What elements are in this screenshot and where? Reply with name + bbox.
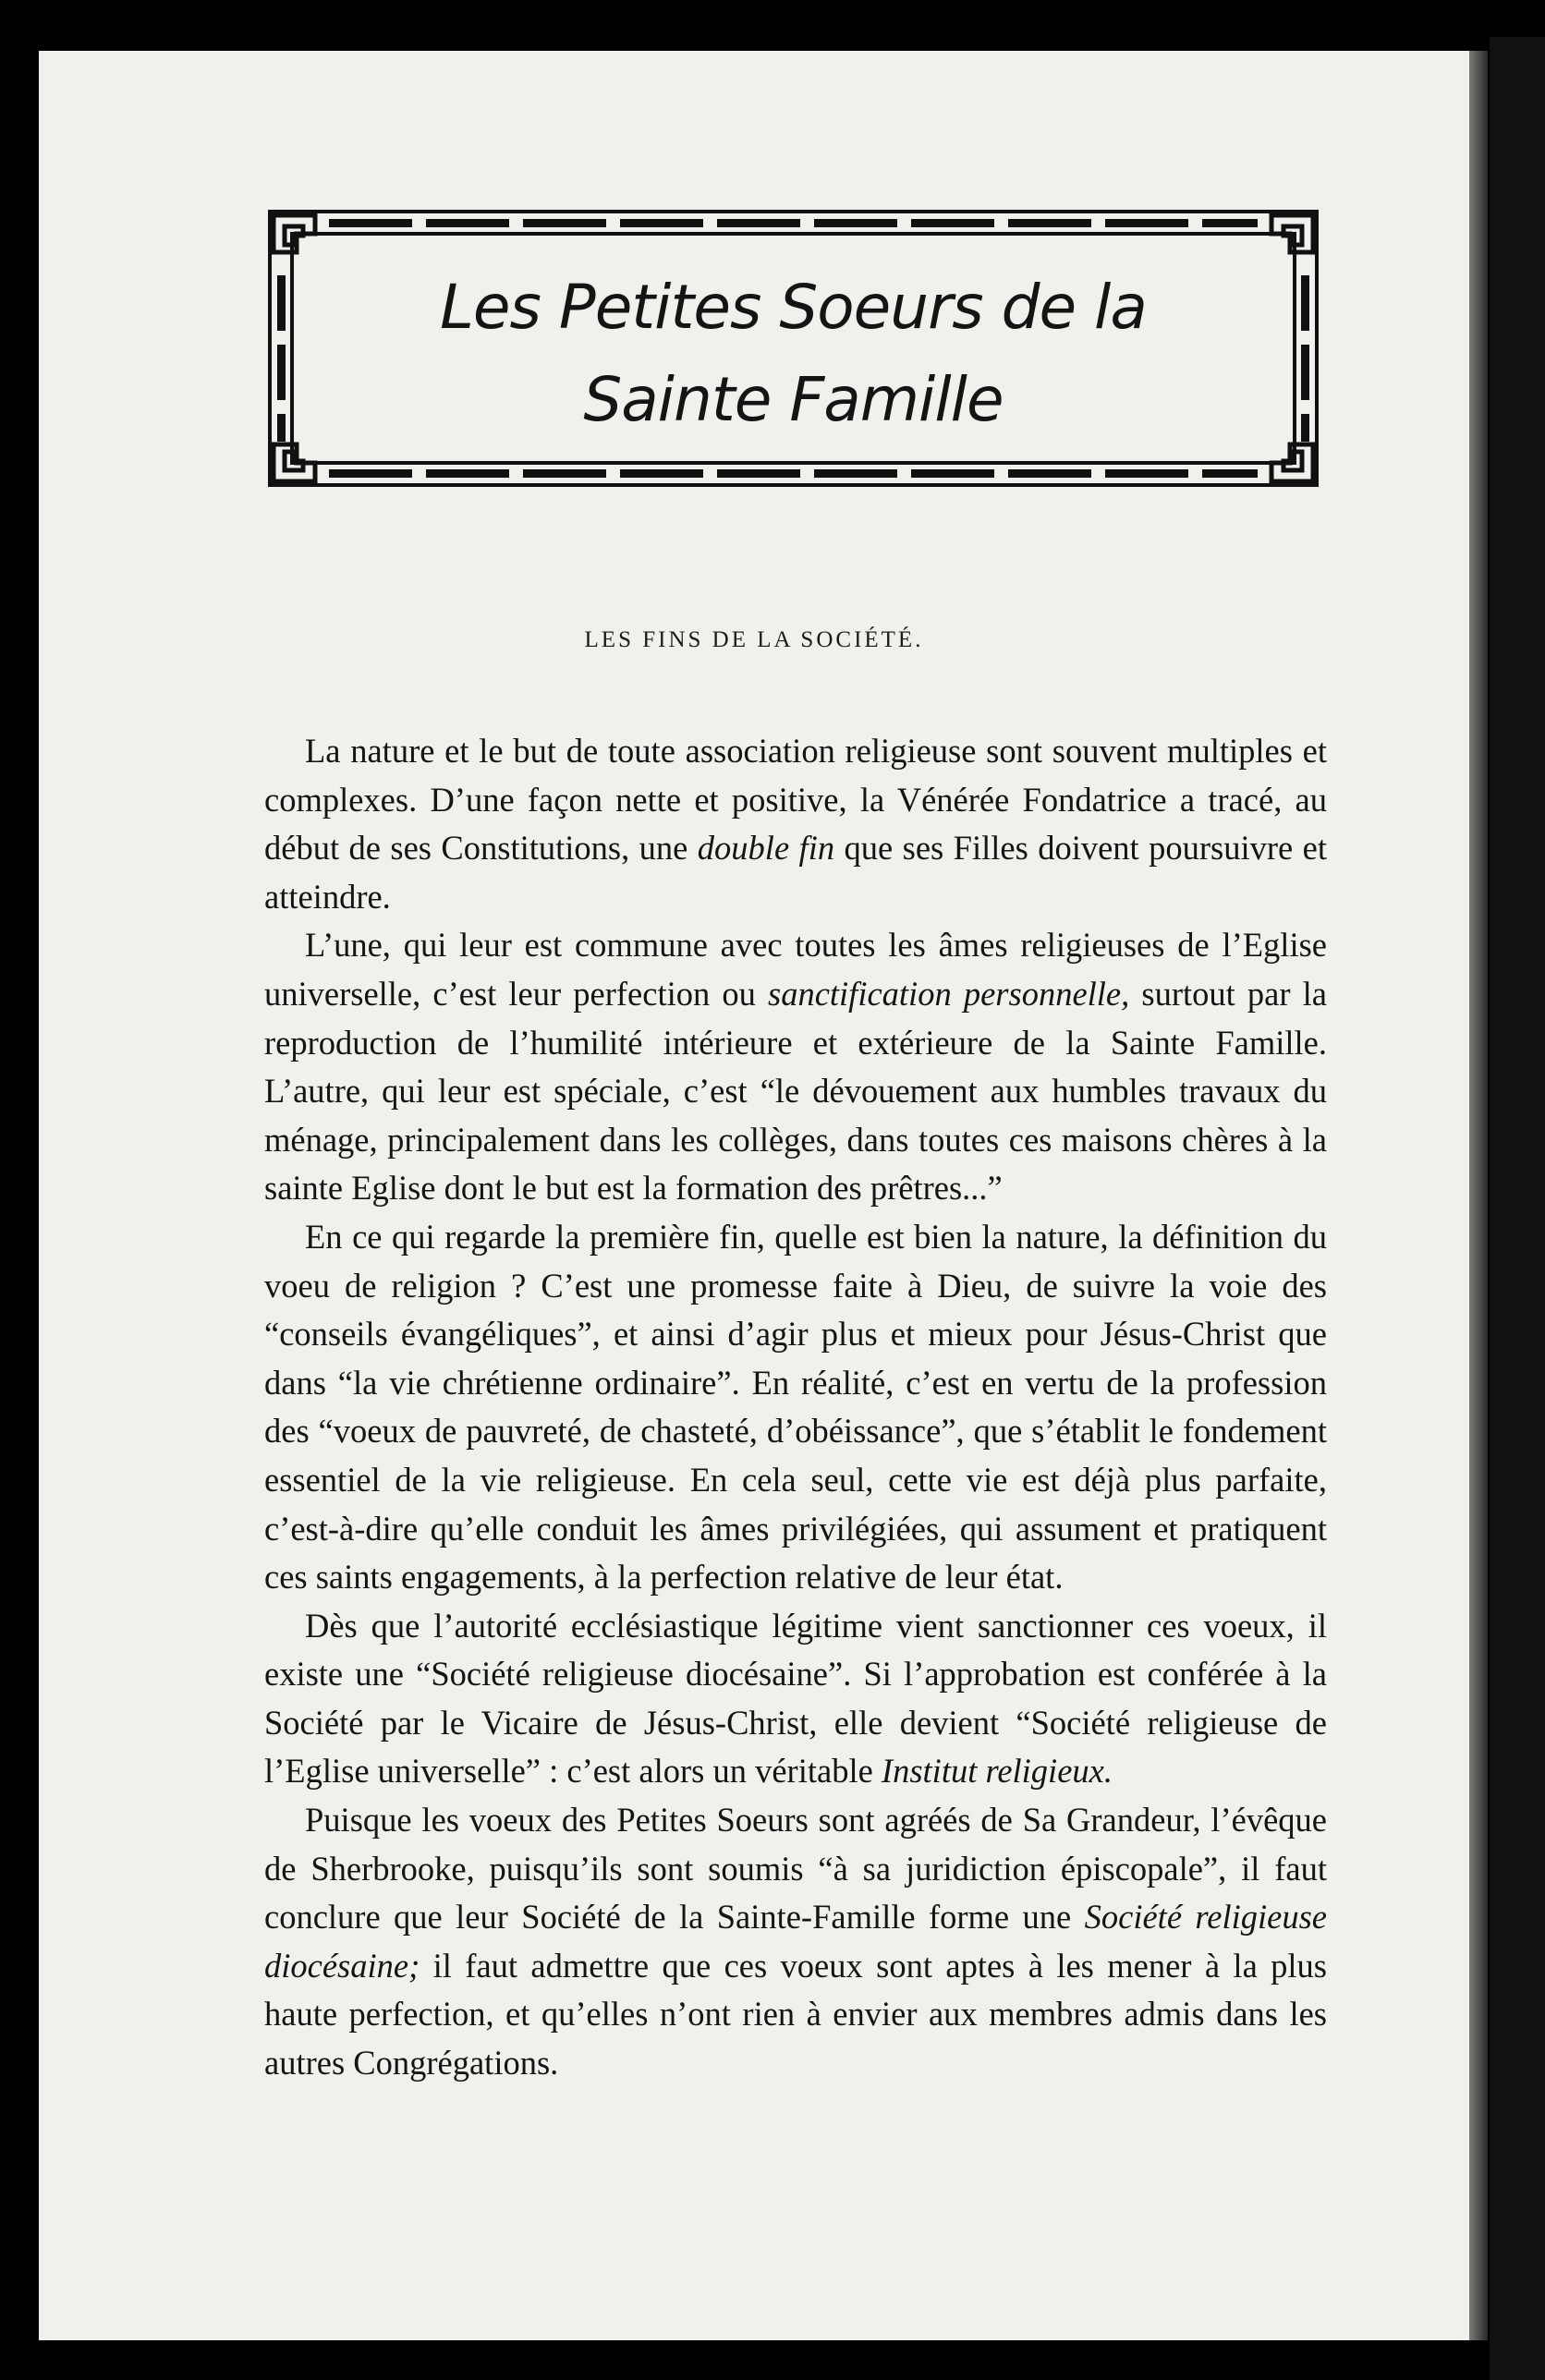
paragraph-5-segment-1: Puisque les voeux des Petites Soeurs sont agréés de Sa Grandeur, l’évêque de Sherbrooke, puisqu’ils sont soumis “à sa juridiction épiscopale”, il faut conclure que leur Société de la Sainte-Famille forme une: [264, 1801, 1327, 1937]
paragraph-5-segment-3: il faut admettre que ces voeux sont aptes à les mener à la plus haute perfection, et qu’elles n’ont rien à envier aux membres admis dans les autres Congrégations.: [264, 1946, 1327, 2082]
title-line-1: Les Petites Soeurs de la: [440, 272, 1147, 343]
scan-right-edge: [1490, 37, 1545, 2380]
paragraph-4: [264, 1602, 1327, 1796]
paragraph-4-segment-1: Dès que l’autorité ecclésiastique légitime vient sanctionner ces voeux, il existe une “Société religieuse diocésaine”. Si l’approbation est conférée à la Société par le Vicaire de Jésus-Christ, elle devient “Société religieuse de l’Eglise universelle” : c’est alors un véritable: [264, 1606, 1327, 1791]
paragraph-2: [264, 921, 1327, 1213]
book-page: [39, 51, 1469, 2340]
paragraph-1-segment-1: La nature et le but de toute association religieuse sont souvent multiples et complexes. D’une façon nette et positive, la Vénérée Fondatrice a tracé, au début de ses Constitutions, une: [264, 732, 1327, 868]
page-spine-shadow: [1469, 51, 1488, 2340]
paragraph-3-segment-1: En ce qui regarde la première fin, quelle est bien la nature, la définition du voeu de religion ? C’est une promesse faite à Dieu, de suivre la voie des “conseils évangéliques”, et ainsi d’agir plus et mieux pour Jésus-Christ que dans “la vie chrétienne ordinaire”. En réalité, c’est en vertu de la profession des “voeux de pauvreté, de chasteté, d’obéissance”, que s’établit le fondement essentiel de la vie religieuse. En cela seul, cette vie est déjà plus parfaite, c’est-à-dire qu’elle conduit les âmes privilégiées, qui assument et pratiquent ces saints engagements, à la perfection relative de leur état.: [264, 1217, 1327, 1597]
paragraph-2-segment-1: L’une, qui leur est commune avec toutes les âmes religieuses de l’Eglise universelle, c’est leur perfection ou: [264, 926, 1327, 1013]
paragraph-1-segment-3: que ses Filles doivent poursuivre et atteindre.: [264, 829, 1327, 916]
paragraph-2-italic-segment: sanctification personnelle,: [768, 974, 1130, 1013]
page-title: [264, 261, 1322, 446]
title-line-2: Sainte Famille: [583, 364, 1004, 435]
paragraph-1: [264, 727, 1327, 921]
paragraph-1-italic-segment: double fin: [697, 829, 835, 868]
paragraph-5-italic-segment: Société religieuse diocésaine;: [264, 1898, 1327, 1985]
section-heading: LES FINS DE LA SOCIÉTÉ.: [584, 627, 924, 652]
paragraph-4-italic-segment: Institut religieux.: [881, 1752, 1113, 1791]
paragraph-2-segment-3: surtout par la reproduction de l’humilité intérieure et extérieure de la Sainte Famille. L’autre, qui leur est spéciale, c’est “le dévouement aux humbles travaux du ménage, principalement dans les collèges, dans toutes ces maisons chères à la sainte Eglise dont le but est la formation des prêtres...”: [264, 974, 1327, 1208]
title-ornamental-frame: [264, 206, 1322, 491]
body-text: [264, 727, 1327, 2088]
paragraph-3: [264, 1213, 1327, 1602]
paragraph-5: [264, 1796, 1327, 2088]
